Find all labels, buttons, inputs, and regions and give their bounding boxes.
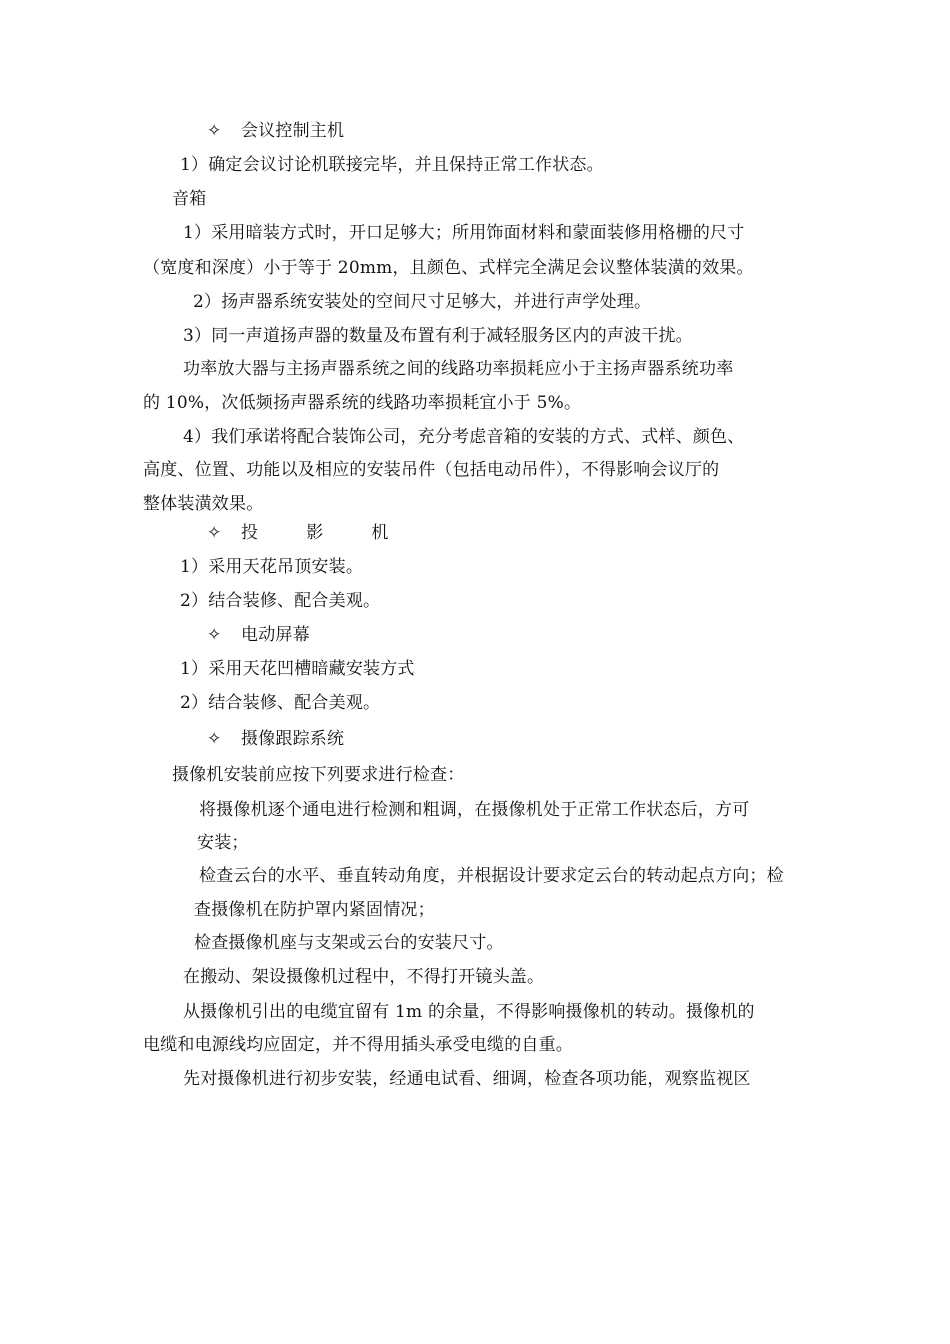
heading-console — [207, 120, 344, 142]
paragraph-line: 1）采用暗装方式时，开口足够大；所用饰面材料和蒙面装修用格栅的尺寸 — [183, 223, 745, 243]
paragraph-line: 功率放大器与主扬声器系统之间的线路功率损耗应小于主扬声器系统功率 — [183, 359, 734, 379]
paragraph-line: 的 10%，次低频扬声器系统的线路功率损耗宜小于 5%。 — [143, 393, 582, 413]
heading-console-text: 会议控制主机 — [241, 121, 345, 141]
bullet-icon: ✧ — [207, 121, 222, 141]
paragraph-line: 2）扬声器系统安装处的空间尺寸足够大，并进行声学处理。 — [193, 292, 652, 312]
paragraph-line: 检查云台的水平、垂直转动角度，并根据设计要求定云台的转动起点方向；检 — [199, 866, 784, 886]
paragraph-line: 1）采用天花凹槽暗藏安装方式 — [180, 659, 415, 679]
heading-projector — [207, 522, 389, 544]
heading-camera — [207, 728, 344, 750]
paragraph-line: 将摄像机逐个通电进行检测和粗调，在摄像机处于正常工作状态后，方可 — [199, 800, 750, 820]
paragraph-line: 3）同一声道扬声器的数量及布置有利于减轻服务区内的声波干扰。 — [183, 326, 693, 346]
paragraph-line: 2）结合装修、配合美观。 — [180, 591, 381, 611]
paragraph-line: 检查摄像机座与支架或云台的安装尺寸。 — [194, 933, 504, 953]
heading-projector-char: 机 — [371, 523, 389, 543]
paragraph-line: 高度、位置、功能以及相应的安装吊件（包括电动吊件），不得影响会议厅的 — [143, 460, 720, 480]
paragraph-line: 整体装潢效果。 — [143, 494, 264, 514]
paragraph-line: 1）采用天花吊顶安装。 — [180, 557, 364, 577]
paragraph-line: 1）确定会议讨论机联接完毕，并且保持正常工作状态。 — [180, 155, 604, 175]
heading-projector-char: 影 — [306, 523, 324, 543]
heading-camera-text: 摄像跟踪系统 — [241, 729, 345, 749]
heading-projector-char: 投 — [241, 523, 259, 543]
heading-screen-text: 电动屏幕 — [241, 625, 310, 645]
paragraph-line: 在搬动、架设摄像机过程中，不得打开镜头盖。 — [183, 967, 545, 987]
paragraph-line: 从摄像机引出的电缆宜留有 1m 的余量，不得影响摄像机的转动。摄像机的 — [183, 1002, 755, 1022]
paragraph-line: 安装； — [197, 833, 249, 853]
paragraph-line: 摄像机安装前应按下列要求进行检查： — [172, 765, 465, 785]
bullet-icon: ✧ — [207, 729, 222, 749]
paragraph-line: 2）结合装修、配合美观。 — [180, 693, 381, 713]
paragraph-line: 先对摄像机进行初步安装，经通电试看、细调，检查各项功能，观察监视区 — [183, 1069, 751, 1089]
bullet-icon: ✧ — [207, 625, 222, 645]
paragraph-line: （宽度和深度）小于等于 20mm，且颜色、式样完全满足会议整体装潢的效果。 — [143, 258, 754, 278]
paragraph-line: 电缆和电源线均应固定，并不得用插头承受电缆的自重。 — [143, 1035, 573, 1055]
paragraph-line: 查摄像机在防护罩内紧固情况； — [194, 900, 435, 920]
heading-speaker: 音箱 — [172, 189, 207, 209]
bullet-icon: ✧ — [207, 523, 222, 543]
heading-screen — [207, 624, 310, 646]
paragraph-line: 4）我们承诺将配合装饰公司，充分考虑音箱的安装的方式、式样、颜色、 — [183, 427, 745, 447]
